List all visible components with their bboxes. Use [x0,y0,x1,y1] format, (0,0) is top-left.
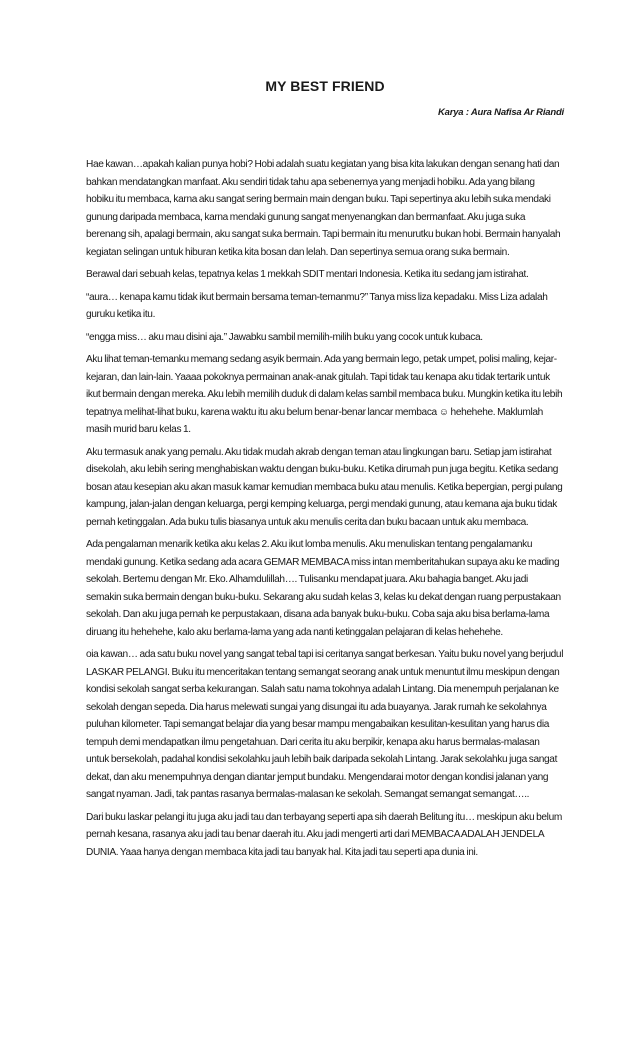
paragraph-2: Berawal dari sebuah kelas, tepatnya kelas 1 mekkah SDIT mentari Indonesia. Ketika itu sedang jam istirahat. [86,269,529,280]
document-title: MY BEST FRIEND [265,78,385,94]
paragraph-6: Aku termasuk anak yang pemalu. Aku tidak mudah akrab dengan teman atau lingkungan baru. Setiap jam istirahat disekolah, aku lebih sering menghabiskan waktu dengan buku-buku. Ketika dirumah pun juga begitu. Ketika sedang bosan atau kesepian aku akan masuk kamar kemudian membaca buku atau menulis. Ketika bepergian, pergi pulang kampung, jalan-jalan dengan keluarga, pergi kemping keluarga, pergi mendaki gunung, atau kemana aja buku tidak pernah ketinggalan. Ada buku tulis biasanya untuk aku menulis cerita dan buku bacaan untuk aku membaca. [86,446,563,528]
document-page [86,76,564,866]
paragraph-9: Dari buku laskar pelangi itu juga aku jadi tau dan terbayang seperti apa sih daerah Belitung itu… meskipun aku belum pernah kesana, rasanya aku jadi tau benar daerah itu. Aku jadi mengerti arti dari MEMBACA ADALAH JENDELA DUNIA. Yaaa hanya dengan membaca kita jadi tau banyak hal. Kita jadi tau seperti apa dunia ini. [86,811,562,858]
paragraph-5: Aku lihat teman-temanku memang sedang asyik bermain. Ada yang bermain lego, petak umpet, polisi maling, kejar-kejaran, dan lain-lain. Yaaaa pokoknya permainan anak-anak gitulah. Tapi tidak tau kenapa aku tidak tertarik untuk ikut bermain dengan mereka. Aku lebih memilih duduk di dalam kelas sambil membaca buku. Mungkin ketika itu lebih tepatnya melihat-lihat buku, karena waktu itu aku belum benar-benar lancar membaca ☺ hehehehe. Maklumlah masih murid baru kelas 1. [86,354,563,435]
paragraph-4: “engga miss… aku mau disini aja.” Jawabku sambil memilih-milih buku yang cocok untuk kubaca. [86,331,483,343]
paragraph-3: “aura… kenapa kamu tidak ikut bermain bersama teman-temanmu?” Tanya miss liza kepadaku. Miss Liza adalah guruku ketika itu. [86,291,548,320]
paragraph-1: Hae kawan…apakah kalian punya hobi? Hobi adalah suatu kegiatan yang bisa kita lakukan dengan senang hati dan bahkan mendatangkan manfaat. Aku sendiri tidak tahu apa sebenernya yang menjadi hobiku. Ada yang bilang hobiku itu membaca, karna aku sangat sering bermain main dengan buku. Tapi sepertinya aku lebih suka mendaki gunung daripada membaca, karna mendaki gunung sangat menyenangkan dan bermanfaat. Aku juga suka berenang sih, apalagi bermain, aku sangat suka bermain. Tapi bermain itu menurutku bukan hobi. Bermain hanyalah kegiatan selingan untuk hiburan ketika kita bosan dan lelah. Dan sepertinya semua orang suka bermain. [86,159,561,258]
author-line: Karya : Aura Nafisa Ar Riandi [437,107,564,118]
paragraph-7: Ada pengalaman menarik ketika aku kelas 2. Aku ikut lomba menulis. Aku menuliskan tentang pengalamanku mendaki gunung. Ketika sedang ada acara GEMAR MEMBACA miss intan memberitahukan supaya aku ke mading sekolah. Bertemu dengan Mr. Eko. Alhamdulillah…. Tulisanku mendapat juara. Aku bahagia banget. Aku jadi semakin suka bermain dengan buku-buku. Sekarang aku sudah kelas 3, kelas ku dekat dengan ruang perpustakaan sekolah. Dan aku juga pernah ke perpustakaan, disana ada banyak buku-buku. Coba saja aku bisa berlama-lama diruang itu hehehehe, kalo aku berlama-lama yang ada nanti ketinggalan pelajaran di kelas hehehehe. [86,539,561,638]
paragraph-8: oia kawan… ada satu buku novel yang sangat tebal tapi isi ceritanya sangat berkesan. Yaitu buku novel yang berjudul LASKAR PELANGI. Buku itu menceritakan tentang semangat seorang anak untuk menuntut ilmu meskipun dengan kondisi sekolah sangat serba kekurangan. Salah satu nama tokohnya adalah Lintang. Dia menempuh perjalanan ke sekolah dengan sepeda. Dia harus melewati sungai yang disungai itu ada buayanya. Jarak rumah ke sekolahnya puluhan kilometer. Tapi semangat belajar dia yang besar mampu mengabaikan kesulitan-kesulitan yang harus dia tempuh demi mendapatkan ilmu pengetahuan. Dari cerita itu aku berpikir, kenapa aku harus bermalas-malasan untuk bersekolah, padahal kondisi sekolahku jauh lebih baik daripada sekolah Lintang. Jarak sekolahku juga sangat dekat, dan aku menempuhnya dengan diantar jemput bundaku. Mengendarai motor dengan kondisi jalanan yang sangat nyaman. Jadi, tak pantas rasanya bermalas-malasan ke sekolah. Semangat semangat semangat….. [86,649,564,800]
document-body [86,156,564,861]
